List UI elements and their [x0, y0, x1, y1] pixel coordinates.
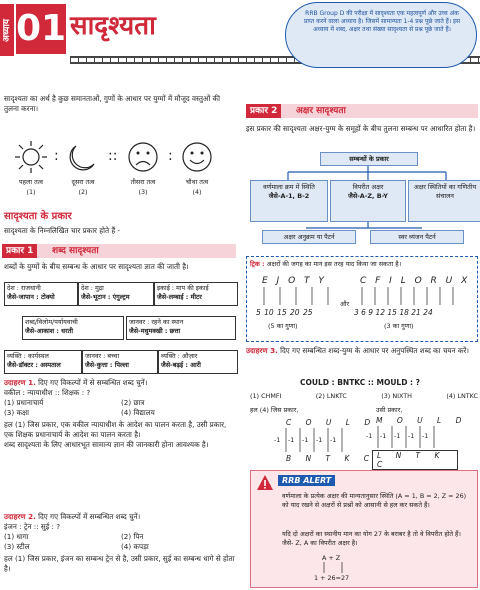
trick-nums-2: 3 6 9 12 15 18 21 24	[354, 308, 433, 317]
separator-2: ::	[108, 148, 118, 164]
example1-options	[4, 398, 238, 418]
alert-title: RRB ALERT	[278, 475, 335, 486]
left-bottom-word: B N T K C	[286, 454, 376, 463]
type2-desc: इस प्रकार की सादृश्यता अक्षर-युग्म के समूहों के बीच तुलना सम्बन्ध पर आधारित होता है।	[246, 124, 476, 133]
analogy-box-5	[126, 316, 236, 340]
relation-box-1-line1: वर्णमाला क्रम में स्थिति	[263, 183, 315, 191]
trick-caption-1: (5 का गुणा)	[268, 322, 298, 330]
minus-left-2: -1	[288, 436, 295, 444]
relation-box-2-line1: विपरीत अक्षर	[352, 183, 384, 191]
relation-box-1-line2: जैसे-A-1, B-2	[268, 192, 310, 200]
chapter-title: सादृश्यता	[70, 11, 156, 41]
minus-left-5: -1	[330, 436, 337, 444]
example2-question-line	[4, 512, 238, 522]
minus-right-2: -1	[380, 432, 387, 440]
analogy-box-1-line2: जैसे-जापान : टोक्यो	[7, 293, 55, 301]
type1-banner	[2, 244, 236, 258]
phase-label-1: पहला तत्व	[19, 178, 43, 186]
phase-label-4: चौथा तत्व	[185, 178, 209, 186]
example2-options	[4, 532, 238, 552]
example2-question: दिए गए विकल्पों में सम्बन्धित शब्द चुनें।	[38, 512, 141, 521]
alert-formula-top: A + Z	[322, 554, 341, 562]
moon-phases	[14, 140, 234, 202]
alert-p2: यदि दो अक्षरों का स्थानीय मान का योग 27 के बराबर है तो वे विपरीत होते हैं। जैसे- Z, A का विपरीत अक्षर है।	[282, 530, 461, 547]
rrb-alert-box	[250, 470, 478, 588]
analogy-box-7	[82, 350, 158, 374]
example3-option-2: (2) LNKTC	[315, 392, 347, 400]
alert-icon	[256, 474, 274, 492]
analogy-box-8-line2: जैसे-बढ़ई : आरी	[161, 361, 201, 369]
example1-question-line	[4, 378, 238, 388]
analogy-box-8	[158, 350, 238, 374]
chapter-word: अध्याय	[0, 4, 14, 56]
phase-num-4: (4)	[192, 188, 202, 196]
analogy-box-1-line1: देश : राजधानी	[7, 284, 41, 292]
analogy-box-6-line1: व्यक्ति : कार्यस्थल	[7, 352, 49, 360]
example2-label: उदाहरण 2.	[4, 512, 36, 521]
analogy-box-2-line1: देश : मुद्रा	[81, 284, 104, 292]
example3-question-line	[246, 346, 478, 356]
chapter-number: 01	[16, 4, 66, 54]
minus-right-4: -1	[408, 432, 415, 440]
trick-line	[250, 260, 474, 269]
trick-caption-2: (3 का गुणा)	[384, 322, 414, 330]
analogy-box-3-line1: इकाई : माप की इकाई	[157, 284, 209, 292]
cloud-note-text: RRB Group D की परीक्षा में सादृश्यता एक महत्वपूर्ण और उच्च अंक प्राप्त करने वाला अध्याय है। जिसमें सामान्यतः 1-4 प्रश्न पूछे जाते हैं। इस अध्याय में शब्द, अक्षर तथा संख्या सादृश्यता से प्रश्न पूछे जाते हैं।	[303, 10, 461, 34]
trick-and: और	[340, 300, 350, 308]
example1-option-3: (3) कक्षा	[4, 408, 30, 417]
example2-option-1: (1) धागा	[4, 532, 29, 541]
type2-label: प्रकार 2	[246, 104, 281, 118]
example3-option-3: (3) NIXTH	[381, 392, 412, 400]
trick-word-2: C F I L O R U X	[360, 276, 471, 286]
example1-label: उदाहरण 1.	[4, 378, 36, 387]
right-bottom-word: L N T K C	[372, 450, 458, 470]
phase-label-3: तीसरा तत्व	[130, 178, 156, 186]
moon-icon	[66, 140, 100, 174]
chapter-header	[0, 0, 480, 75]
sad-face-icon	[126, 140, 160, 174]
analogy-box-2-line2: जैसे-भूटान : एंगुल्ट्रम	[81, 293, 130, 301]
example3-options	[250, 392, 478, 401]
example3-pair: COULD : BNTKC :: MOULD : ?	[300, 378, 421, 387]
relation-box-1	[250, 180, 328, 222]
alert-formula-arrows	[320, 562, 350, 574]
phase-label-2: दूसरा तत्व	[71, 178, 95, 186]
example3-option-1: (1) CHMFI	[250, 392, 282, 400]
type1-title: शब्द सादृश्यता	[52, 246, 99, 256]
example1-option-2: (2) छात्र	[121, 398, 145, 407]
type2-banner	[246, 104, 478, 118]
example2-pair: इंजन : ट्रेन :: सुई : ?	[4, 522, 61, 531]
pattern-box-2: स्वर व्यंजन पैटर्न	[370, 230, 464, 244]
trick-nums-1: 5 10 15 20 25	[256, 308, 313, 317]
right-top-word: M O U L D	[376, 416, 468, 425]
example3-arrows	[280, 426, 460, 456]
analogy-box-4-line1: शब्द/विलोम/पर्यायवाची	[25, 318, 78, 326]
example1-solution: हल (1) जिस प्रकार, एक वकील न्यायाधीश के आदेश का पालन करता है, उसी प्रकार, एक शिक्षक प्रधानाचार्य के आदेश का पालन करता है।	[4, 420, 227, 439]
relation-box-2-line2: जैसे-A-Z, B-Y	[348, 192, 388, 200]
phase-num-2: (2)	[78, 188, 88, 196]
example2-option-3: (3) स्टील	[4, 542, 30, 551]
example3-label: उदाहरण 3.	[246, 346, 278, 355]
analogy-box-1	[4, 282, 78, 306]
separator-3: :	[168, 148, 173, 164]
analogy-box-7-line2: जैसे-कुत्ता : पिल्ला	[85, 361, 129, 369]
types-heading: सादृश्यता के प्रकार	[4, 211, 72, 222]
example1-option-4: (4) विद्यालय	[121, 408, 155, 417]
example3	[246, 346, 478, 356]
alert-p1: वर्णमाला के प्रत्येक अक्षर की मान्यतानुसार स्थिति (A = 1, B = 2, Z = 26) को याद रखने से अक्षरों से प्रश्नों को आसानी से हल कर सकते हैं।	[282, 492, 467, 509]
minus-right-1: -1	[366, 432, 373, 440]
example2	[4, 512, 238, 574]
analogy-box-6-line2: जैसे-डॉक्टर : अस्पताल	[7, 361, 61, 369]
analogy-box-2	[78, 282, 154, 306]
analogy-box-8-line1: व्यक्ति : औज़ार	[161, 352, 198, 360]
analogy-box-4	[22, 316, 124, 340]
example3-option-4: (4) LNTKC	[446, 392, 478, 400]
intro-text: सादृश्यता का अर्थ है कुछ समानताओं, गुणों के आधार पर युग्मों में मौजूद वस्तुओं की तुलना करना।	[4, 94, 220, 113]
analogy-box-5-line2: जैसे-मधुमक्खी : छत्ता	[129, 327, 181, 335]
example2-option-4: (4) कपड़ा	[121, 542, 149, 551]
example3-question: दिए गए सम्बन्धित शब्द-युग्म के आधार पर अनुपस्थित शब्द का चयन करें।	[280, 346, 470, 355]
analogy-box-6	[4, 350, 82, 374]
minus-left-3: -1	[302, 436, 309, 444]
phase-num-1: (1)	[26, 188, 36, 196]
phase-num-3: (3)	[138, 188, 148, 196]
example2-option-2: (2) पिन	[121, 532, 144, 541]
relations-title: सम्बन्धों के प्रकार	[320, 152, 418, 166]
minus-left-4: -1	[316, 436, 323, 444]
analogy-box-7-line1: जानवर : बच्चा	[85, 352, 120, 360]
pattern-box-1: अक्षर अनुक्रम या पैटर्न	[262, 230, 356, 244]
trick-text: अक्षरों की जगह का मान इस तरह याद किया जा सकता है।	[266, 260, 402, 268]
analogy-box-3-line2: जैसे-लम्बाई : मीटर	[157, 293, 202, 301]
example1	[4, 378, 238, 450]
left-top-word: C O U L D	[286, 418, 377, 427]
alert-formula-bottom: 1 + 26=27	[314, 574, 350, 582]
sun-icon	[14, 140, 48, 174]
type1-desc: शब्दों के युग्मों के बीच सम्बन्ध के आधार पर सादृश्यता ज्ञात की जाती है।	[4, 262, 189, 271]
minus-left-1: -1	[274, 436, 281, 444]
relation-box-2	[330, 180, 406, 222]
example1-pair: वकील : न्यायाधीश :: शिक्षक : ?	[4, 388, 91, 397]
types-intro: सादृश्यता के निम्नलिखित चार प्रकार होते हैं -	[4, 226, 121, 235]
type1-label: प्रकार 1	[2, 244, 37, 258]
separator-1: :	[54, 148, 59, 164]
minus-right-3: -1	[394, 432, 401, 440]
relation-box-3-line1: अक्षर स्थितियों का गणितीय संचालन	[413, 183, 477, 200]
example3-solution-label-2: उसी प्रकार,	[376, 406, 403, 414]
relation-box-3	[408, 180, 480, 222]
example1-option-1: (1) प्रधानाचार्य	[4, 398, 44, 407]
minus-right-5: -1	[422, 432, 429, 440]
example3-solution-label: हल (4) जिस प्रकार,	[250, 406, 299, 414]
analogy-box-4-line2: जैसे-आकाश : धरती	[25, 327, 74, 335]
analogy-box-3	[154, 282, 238, 306]
example2-solution: हल (1) जिस प्रकार, इंजन का सम्बन्ध ट्रेन से है, उसी प्रकार, सुई का सम्बन्ध धागे से होता है।	[4, 554, 235, 573]
happy-face-icon	[180, 140, 214, 174]
example1-question: दिए गए विकल्पों में से सम्बन्धित शब्द चुनें।	[38, 378, 148, 387]
trick-arrows	[256, 287, 466, 307]
trick-word-1: E J O T Y	[262, 276, 327, 286]
example1-note: शब्द सादृश्यता के लिए आधारभूत सामान्य ज्ञान की जानकारी होना आवश्यक है।	[4, 440, 209, 449]
trick-label: ट्रिक :	[250, 260, 265, 268]
type2-title: अक्षर सादृश्यता	[296, 106, 346, 116]
analogy-box-5-line1: जानवर : रहने का स्थान	[129, 318, 184, 326]
